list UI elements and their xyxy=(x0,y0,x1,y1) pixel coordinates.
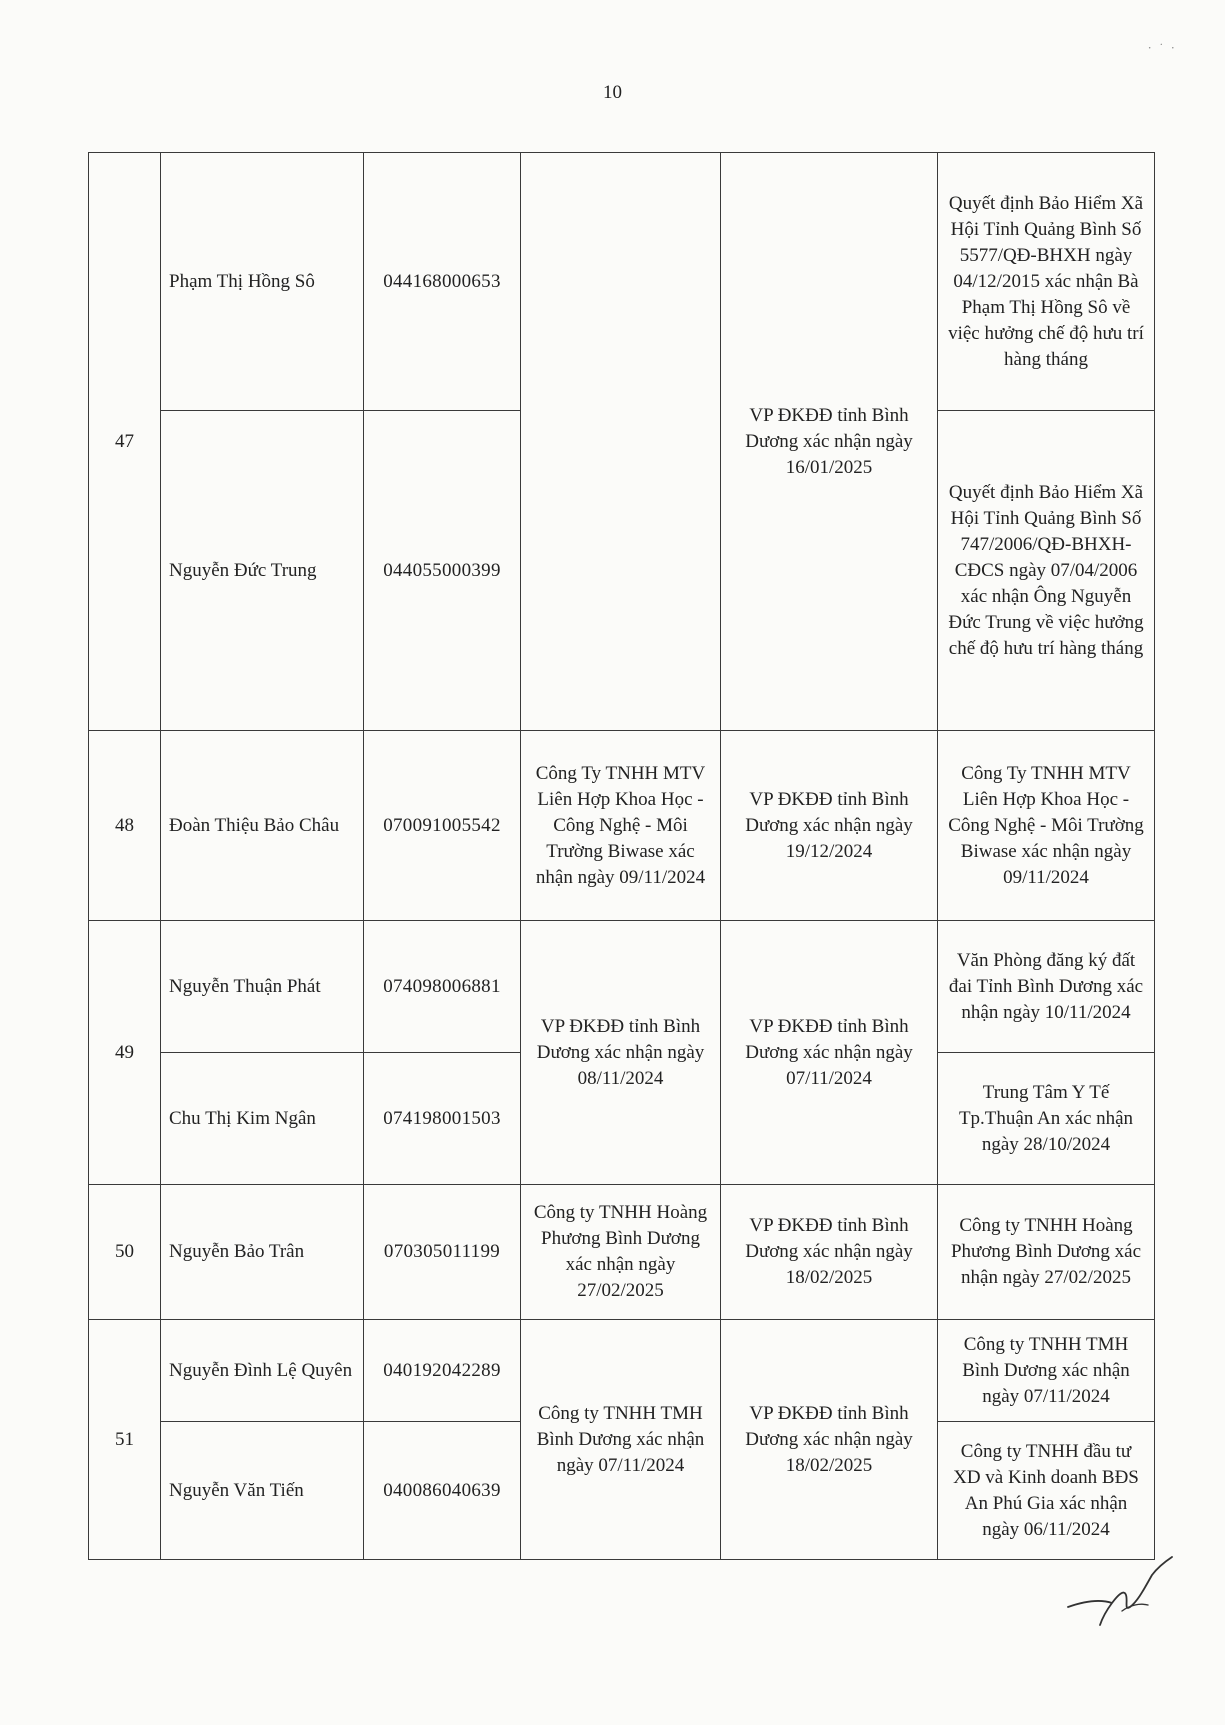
table-row xyxy=(89,731,1155,921)
confirmation-cell: Công ty TNHH Hoàng Phương Bình Dương xác nhận ngày 27/02/2025 xyxy=(521,1185,721,1320)
table-row xyxy=(89,921,1155,1053)
id-number: 074098006881 xyxy=(364,921,521,1053)
confirmation-cell: Công ty TNHH TMH Bình Dương xác nhận ngày 07/11/2024 xyxy=(521,1320,721,1560)
person-name: Nguyễn Thuận Phát xyxy=(161,921,364,1053)
land-office-confirmation: VP ĐKĐĐ tỉnh Bình Dương xác nhận ngày 07/11/2024 xyxy=(721,921,938,1185)
document-confirmation: Quyết định Bảo Hiểm Xã Hội Tỉnh Quảng Bình Số 5577/QĐ-BHXH ngày 04/12/2015 xác nhận Bà Phạm Thị Hồng Sô về việc hưởng chế độ hưu trí hàng tháng xyxy=(938,153,1155,411)
confirmation-cell xyxy=(521,153,721,731)
id-number: 074198001503 xyxy=(364,1053,521,1185)
person-name: Nguyễn Đình Lệ Quyên xyxy=(161,1320,364,1422)
document-confirmation: Công ty TNHH Hoàng Phương Bình Dương xác nhận ngày 27/02/2025 xyxy=(938,1185,1155,1320)
person-name: Phạm Thị Hồng Sô xyxy=(161,153,364,411)
id-number: 070091005542 xyxy=(364,731,521,921)
document-confirmation: Công ty TNHH đầu tư XD và Kinh doanh BĐS An Phú Gia xác nhận ngày 06/11/2024 xyxy=(938,1422,1155,1560)
document-confirmation: Trung Tâm Y Tế Tp.Thuận An xác nhận ngày 28/10/2024 xyxy=(938,1053,1155,1185)
row-number: 49 xyxy=(89,921,161,1185)
table-row xyxy=(89,153,1155,411)
confirmation-cell: VP ĐKĐĐ tỉnh Bình Dương xác nhận ngày 08/11/2024 xyxy=(521,921,721,1185)
person-name: Nguyễn Văn Tiến xyxy=(161,1422,364,1560)
id-number: 044055000399 xyxy=(364,411,521,731)
person-name: Nguyễn Bảo Trân xyxy=(161,1185,364,1320)
signature-initial xyxy=(1060,1555,1180,1630)
person-name: Chu Thị Kim Ngân xyxy=(161,1053,364,1185)
page-number: 10 xyxy=(603,82,622,103)
land-office-confirmation: VP ĐKĐĐ tỉnh Bình Dương xác nhận ngày 16/01/2025 xyxy=(721,153,938,731)
id-number: 040086040639 xyxy=(364,1422,521,1560)
id-number: 044168000653 xyxy=(364,153,521,411)
id-number: 070305011199 xyxy=(364,1185,521,1320)
row-number: 51 xyxy=(89,1320,161,1560)
row-number: 48 xyxy=(89,731,161,921)
corner-mark: · ˙ · xyxy=(1147,40,1177,55)
document-confirmation: Công ty TNHH TMH Bình Dương xác nhận ngày 07/11/2024 xyxy=(938,1320,1155,1422)
table-row xyxy=(89,1320,1155,1422)
document-confirmation: Văn Phòng đăng ký đất đai Tỉnh Bình Dương xác nhận ngày 10/11/2024 xyxy=(938,921,1155,1053)
table-row xyxy=(89,1185,1155,1320)
document-confirmation: Quyết định Bảo Hiểm Xã Hội Tỉnh Quảng Bình Số 747/2006/QĐ-BHXH-CĐCS ngày 07/04/2006 xác nhận Ông Nguyễn Đức Trung về việc hưởng chế độ hưu trí hàng tháng xyxy=(938,411,1155,731)
land-office-confirmation: VP ĐKĐĐ tỉnh Bình Dương xác nhận ngày 19/12/2024 xyxy=(721,731,938,921)
person-name: Đoàn Thiệu Bảo Châu xyxy=(161,731,364,921)
land-office-confirmation: VP ĐKĐĐ tỉnh Bình Dương xác nhận ngày 18/02/2025 xyxy=(721,1185,938,1320)
document-confirmation: Công Ty TNHH MTV Liên Hợp Khoa Học - Công Nghệ - Môi Trường Biwase xác nhận ngày 09/11/2024 xyxy=(938,731,1155,921)
row-number: 47 xyxy=(89,153,161,731)
person-name: Nguyễn Đức Trung xyxy=(161,411,364,731)
row-number: 50 xyxy=(89,1185,161,1320)
records-table xyxy=(88,152,1155,1560)
confirmation-cell: Công Ty TNHH MTV Liên Hợp Khoa Học - Công Nghệ - Môi Trường Biwase xác nhận ngày 09/11/2024 xyxy=(521,731,721,921)
id-number: 040192042289 xyxy=(364,1320,521,1422)
land-office-confirmation: VP ĐKĐĐ tỉnh Bình Dương xác nhận ngày 18/02/2025 xyxy=(721,1320,938,1560)
